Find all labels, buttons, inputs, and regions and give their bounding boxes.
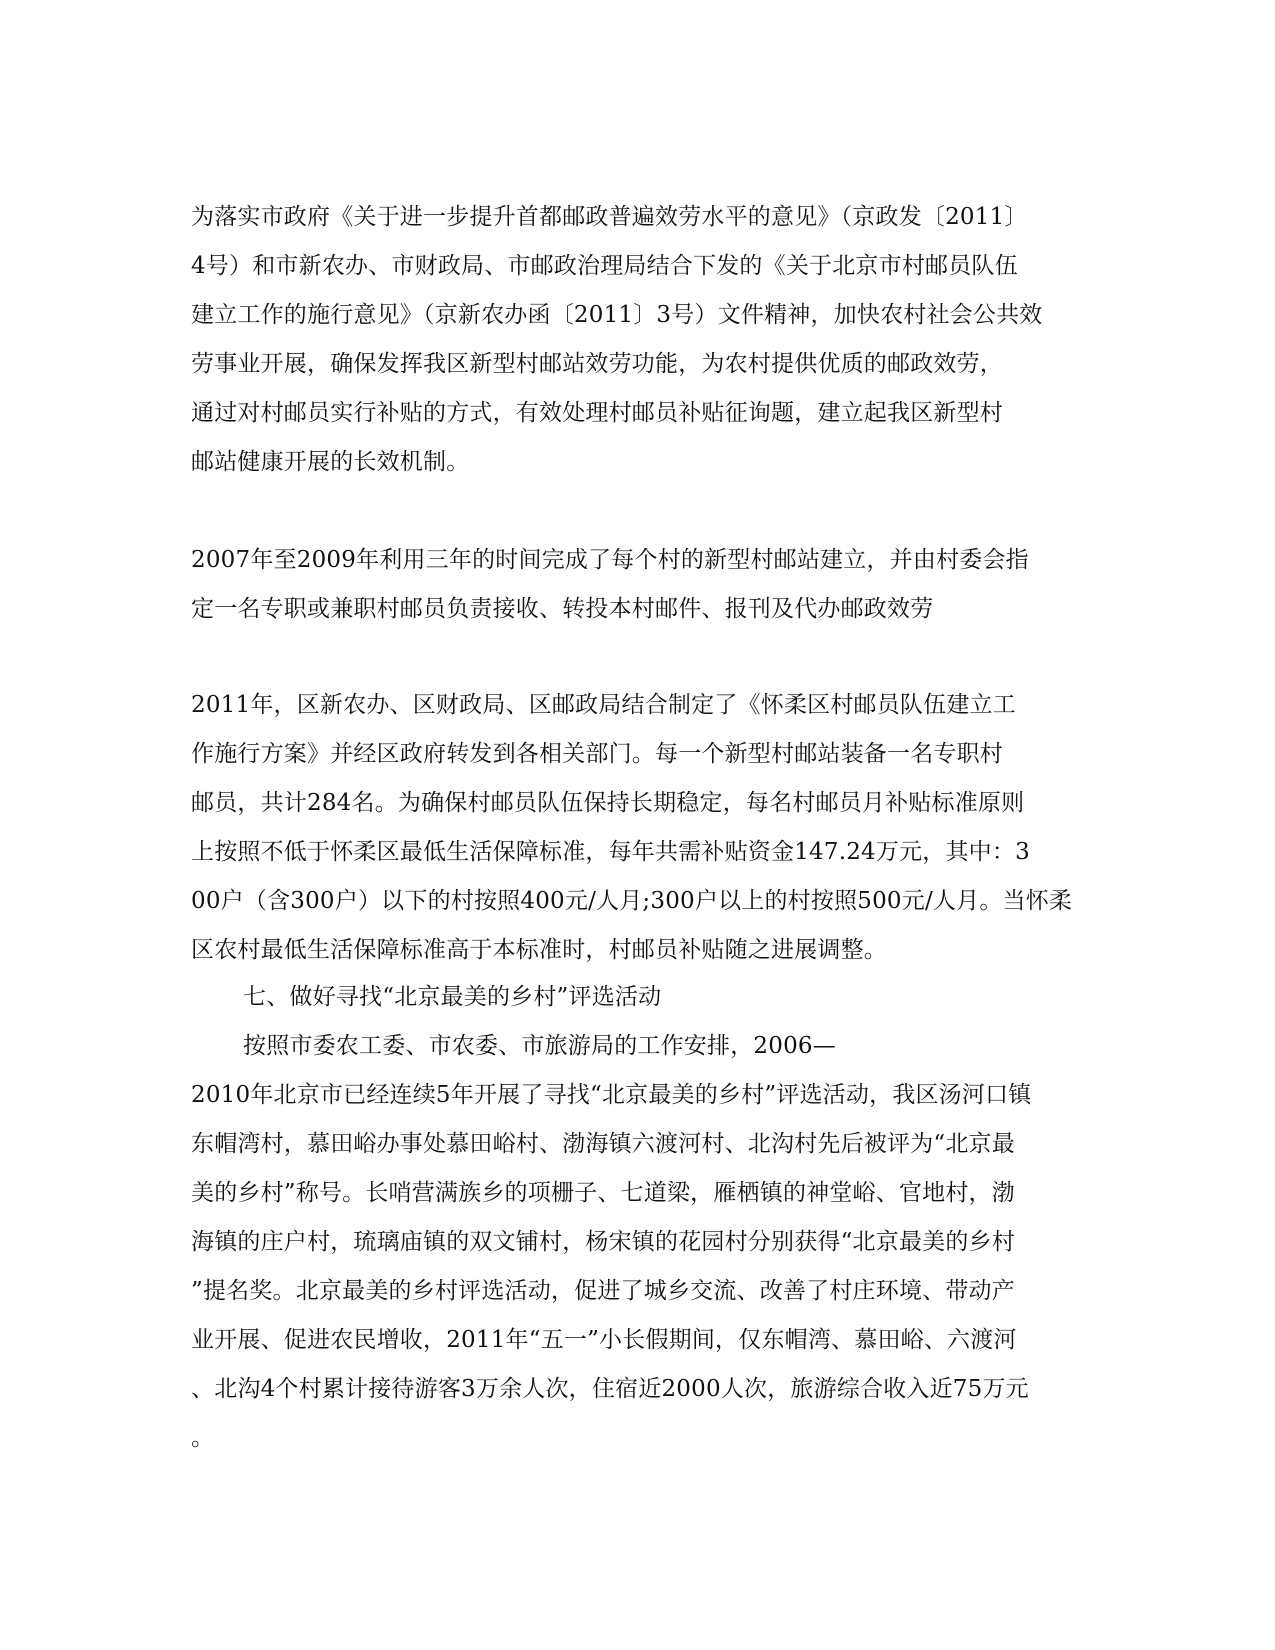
paragraph-1-line-2: 4号）和市新农办、市财政局、市邮政治理局结合下发的《关于北京市村邮员队伍 [191, 253, 1018, 279]
paragraph-2-line-1: 2007年至2009年利用三年的时间完成了每个村的新型村邮站建立，并由村委会指 [191, 547, 1029, 573]
paragraph-4-line-7: 业开展、促进农民增收，2011年“五一”小长假期间，仅东帽湾、慕田峪、六渡河 [191, 1327, 1017, 1353]
paragraph-3-line-2: 作施行方案》并经区政府转发到各相关部门。每一个新型村邮站装备一名专职村 [191, 741, 1003, 767]
paragraph-1-line-5: 通过对村邮员实行补贴的方式，有效处理村邮员补贴征询题，建立起我区新型村 [191, 400, 1003, 426]
paragraph-3-line-3: 邮员，共计284名。为确保村邮员队伍保持长期稳定，每名村邮员月补贴标准原则 [191, 790, 1025, 816]
paragraph-4-line-1: 按照市委农工委、市农委、市旅游局的工作安排，2006— [243, 1033, 836, 1059]
paragraph-1-line-4: 劳事业开展，确保发挥我区新型村邮站效劳功能，为农村提供优质的邮政效劳， [191, 351, 1003, 377]
paragraph-3-line-5: 00户（含300户）以下的村按照400元/人月;300户以上的村按照500元/人月。当怀柔 [191, 888, 1073, 914]
paragraph-4-line-4: 美的乡村”称号。长哨营满族乡的项栅子、七道梁，雁栖镇的神堂峪、官地村，渤 [191, 1180, 1015, 1206]
paragraph-2-line-2: 定一名专职或兼职村邮员负责接收、转投本村邮件、报刊及代办邮政效劳 [191, 596, 934, 622]
paragraph-4-line-5: 海镇的庄户村，琉璃庙镇的双文铺村，杨宋镇的花园村分别获得“北京最美的乡村 [191, 1229, 1015, 1255]
paragraph-4-line-9: 。 [191, 1425, 215, 1451]
paragraph-1-line-1: 为落实市政府《关于进一步提升首都邮政普遍效劳水平的意见》（京政发〔2011〕 [191, 204, 1028, 230]
paragraph-1-line-3: 建立工作的施行意见》（京新农办函〔2011〕3号）文件精神，加快农村社会公共效 [191, 302, 1043, 328]
paragraph-4-line-2: 2010年北京市已经连续5年开展了寻找“北京最美的乡村”评选活动，我区汤河口镇 [191, 1082, 1032, 1108]
paragraph-3-line-1: 2011年，区新农办、区财政局、区邮政局结合制定了《怀柔区村邮员队伍建立工 [191, 692, 1016, 718]
paragraph-4-line-3: 东帽湾村，慕田峪办事处慕田峪村、渤海镇六渡河村、北沟村先后被评为“北京最 [191, 1131, 1015, 1157]
paragraph-4-line-6: ”提名奖。北京最美的乡村评选活动，促进了城乡交流、改善了村庄环境、带动产 [191, 1278, 1015, 1304]
paragraph-1-line-6: 邮站健康开展的长效机制。 [191, 449, 470, 475]
paragraph-3-line-6: 区农村最低生活保障标准高于本标准时，村邮员补贴随之进展调整。 [191, 937, 887, 963]
section-heading: 七、做好寻找“北京最美的乡村”评选活动 [243, 984, 662, 1010]
paragraph-3-line-4: 上按照不低于怀柔区最低生活保障标准，每年共需补贴资金147.24万元，其中：3 [191, 839, 1030, 865]
paragraph-4-line-8: 、北沟4个村累计接待游客3万余人次，住宿近2000人次，旅游综合收入近75万元 [191, 1376, 1029, 1402]
